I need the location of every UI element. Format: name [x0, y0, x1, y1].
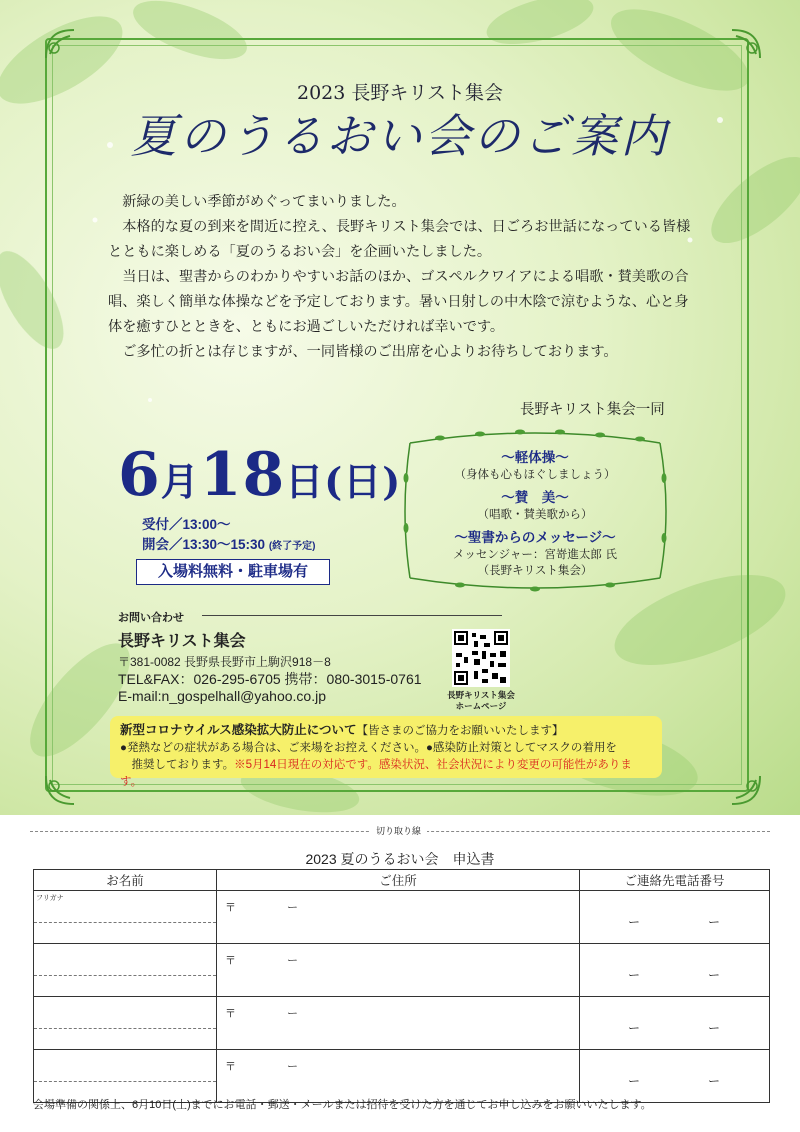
program-subtitle: メッセンジャー：宮嵜進太郎 氏: [452, 547, 618, 561]
free-admission-badge: 入場料無料・駐車場有: [136, 559, 330, 585]
phone-dash: ー: [708, 915, 721, 929]
qr-caption-line: 長野キリスト集会: [447, 690, 515, 700]
table-row: [34, 1050, 770, 1103]
date-month: 6: [118, 440, 161, 510]
phone-field[interactable]: [580, 1050, 770, 1103]
date-day: 18: [199, 440, 286, 510]
program-title: 〜軽体操〜: [501, 450, 569, 466]
date-weekday: (日): [324, 459, 402, 504]
qr-code-icon[interactable]: [452, 629, 510, 687]
contact-address: 〒381-0082 長野県長野市上駒沢918－8: [118, 655, 331, 669]
address-field[interactable]: [217, 997, 580, 1050]
phone-field[interactable]: [580, 891, 770, 944]
phone-dash: ー: [628, 968, 641, 982]
footer-note: 会場準備の関係上、6月10日(土)までにお電話・郵送・メールまたは招待を受けた方を通じてお申し込みをお願いいたします。: [33, 1099, 652, 1111]
contact-email[interactable]: E-mail:n_gospelhall@yahoo.co.jp: [118, 688, 326, 704]
address-field[interactable]: [217, 891, 580, 944]
body-paragraph: 本格的な夏の到来を間近に控え、長野キリスト集会では、日ごろお世話になっている皆様とともに楽しめる「夏のうるおい会」を企画いたしました。: [108, 219, 691, 260]
event-times: [142, 515, 316, 557]
covid-notice-line: ●発熱などの症状がある場合は、ご来場をお控えください。●感染防止対策としてマスクの着用を: [120, 742, 617, 754]
address-field[interactable]: [217, 1050, 580, 1103]
phone-field[interactable]: [580, 997, 770, 1050]
column-header-address: ご住所: [217, 870, 580, 891]
date-month-unit: 月: [160, 459, 200, 504]
postal-dash: ー: [287, 902, 298, 914]
qr-caption: [436, 690, 526, 712]
qr-caption-line: ホームページ: [455, 701, 507, 711]
corner-ornament-icon: [40, 24, 80, 64]
form-title: 2023 夏のうるおい会 申込書: [305, 851, 495, 867]
name-field[interactable]: [34, 944, 217, 997]
name-field[interactable]: [34, 1050, 217, 1103]
program-title: 〜聖書からのメッセージ〜: [454, 530, 616, 546]
name-field[interactable]: [34, 997, 217, 1050]
covid-notice-title: 新型コロナウイルス感染拡大防止について: [120, 723, 357, 737]
covid-notice-subtitle: 【皆さまのご協力をお願いいたします】: [356, 725, 564, 737]
program-subtitle: （身体も心もほぐしましょう）: [454, 467, 616, 481]
corner-ornament-icon: [726, 770, 766, 810]
body-paragraph: 当日は、聖書からのわかりやすいお話のほか、ゴスペルクワイアによる唱歌・賛美歌の合唱、楽しく簡単な体操などを予定しております。暑い日射しの中木陰で涼むような、心と身体を癒すひとときを、ともにお過ごしいただければ幸いです。: [108, 269, 689, 335]
address-field[interactable]: [217, 944, 580, 997]
end-note: (終了予定): [268, 541, 316, 552]
phone-dash: ー: [708, 1021, 721, 1035]
body-paragraph: 新緑の美しい季節がめぐってまいりました。: [122, 194, 406, 210]
phone-dash: ー: [628, 1021, 641, 1035]
corner-ornament-icon: [726, 24, 766, 64]
event-date: [118, 440, 401, 510]
table-row: [34, 997, 770, 1050]
phone-dash: ー: [628, 1074, 641, 1088]
postal-dash: ー: [287, 1008, 298, 1020]
furigana-label: フリガナ: [36, 895, 64, 902]
program-box: [400, 428, 670, 596]
corner-ornament-icon: [40, 770, 80, 810]
contact-block: [118, 608, 508, 704]
postal-mark: 〒: [225, 902, 236, 914]
column-header-name: お名前: [34, 870, 217, 891]
page-title: 夏のうるおい会のご案内: [130, 109, 670, 163]
phone-dash: ー: [628, 915, 641, 929]
phone-dash: ー: [708, 1074, 721, 1088]
name-field[interactable]: [34, 891, 217, 944]
event-subtitle: 2023 長野キリスト集会: [296, 82, 503, 104]
covid-notice-line: 推奨しております。: [131, 759, 235, 771]
contact-divider: [202, 615, 502, 616]
program-subtitle: （唱歌・賛美歌から）: [477, 507, 593, 521]
invitation-body: [108, 190, 693, 365]
postal-mark: 〒: [225, 955, 236, 967]
postal-dash: ー: [287, 955, 298, 967]
program-subtitle: （長野キリスト集会）: [477, 563, 593, 577]
postal-dash: ー: [287, 1061, 298, 1073]
phone-field[interactable]: [580, 944, 770, 997]
contact-organization: 長野キリスト集会: [118, 633, 246, 650]
covid-notice: [110, 716, 662, 788]
covid-notice-warning: ※5月14日現在の対応です。感染状況、社会状況により変更の可能性があります。: [120, 759, 632, 788]
opening-time: 開会／13:30〜15:30: [142, 537, 266, 552]
phone-dash: ー: [708, 968, 721, 982]
table-row: [34, 891, 770, 944]
application-form-table: [33, 869, 770, 1103]
column-header-phone: ご連絡先電話番号: [580, 870, 770, 891]
signature: 長野キリスト集会一同: [520, 402, 665, 418]
reception-time: 受付／13:00〜: [142, 517, 231, 532]
body-paragraph: ご多忙の折とは存じますが、一同皆様のご出席を心よりお待ちしております。: [122, 344, 618, 360]
postal-mark: 〒: [225, 1061, 236, 1073]
table-row: [34, 944, 770, 997]
cut-line-label: 切り取り線: [370, 824, 427, 837]
contact-label: お問い合わせ: [118, 612, 184, 624]
program-title: 〜賛 美〜: [501, 490, 569, 506]
date-day-unit: 日: [285, 459, 325, 504]
contact-phone: TEL&FAX：026-295-6705 携帯：080-3015-0761: [118, 671, 422, 687]
postal-mark: 〒: [225, 1008, 236, 1020]
